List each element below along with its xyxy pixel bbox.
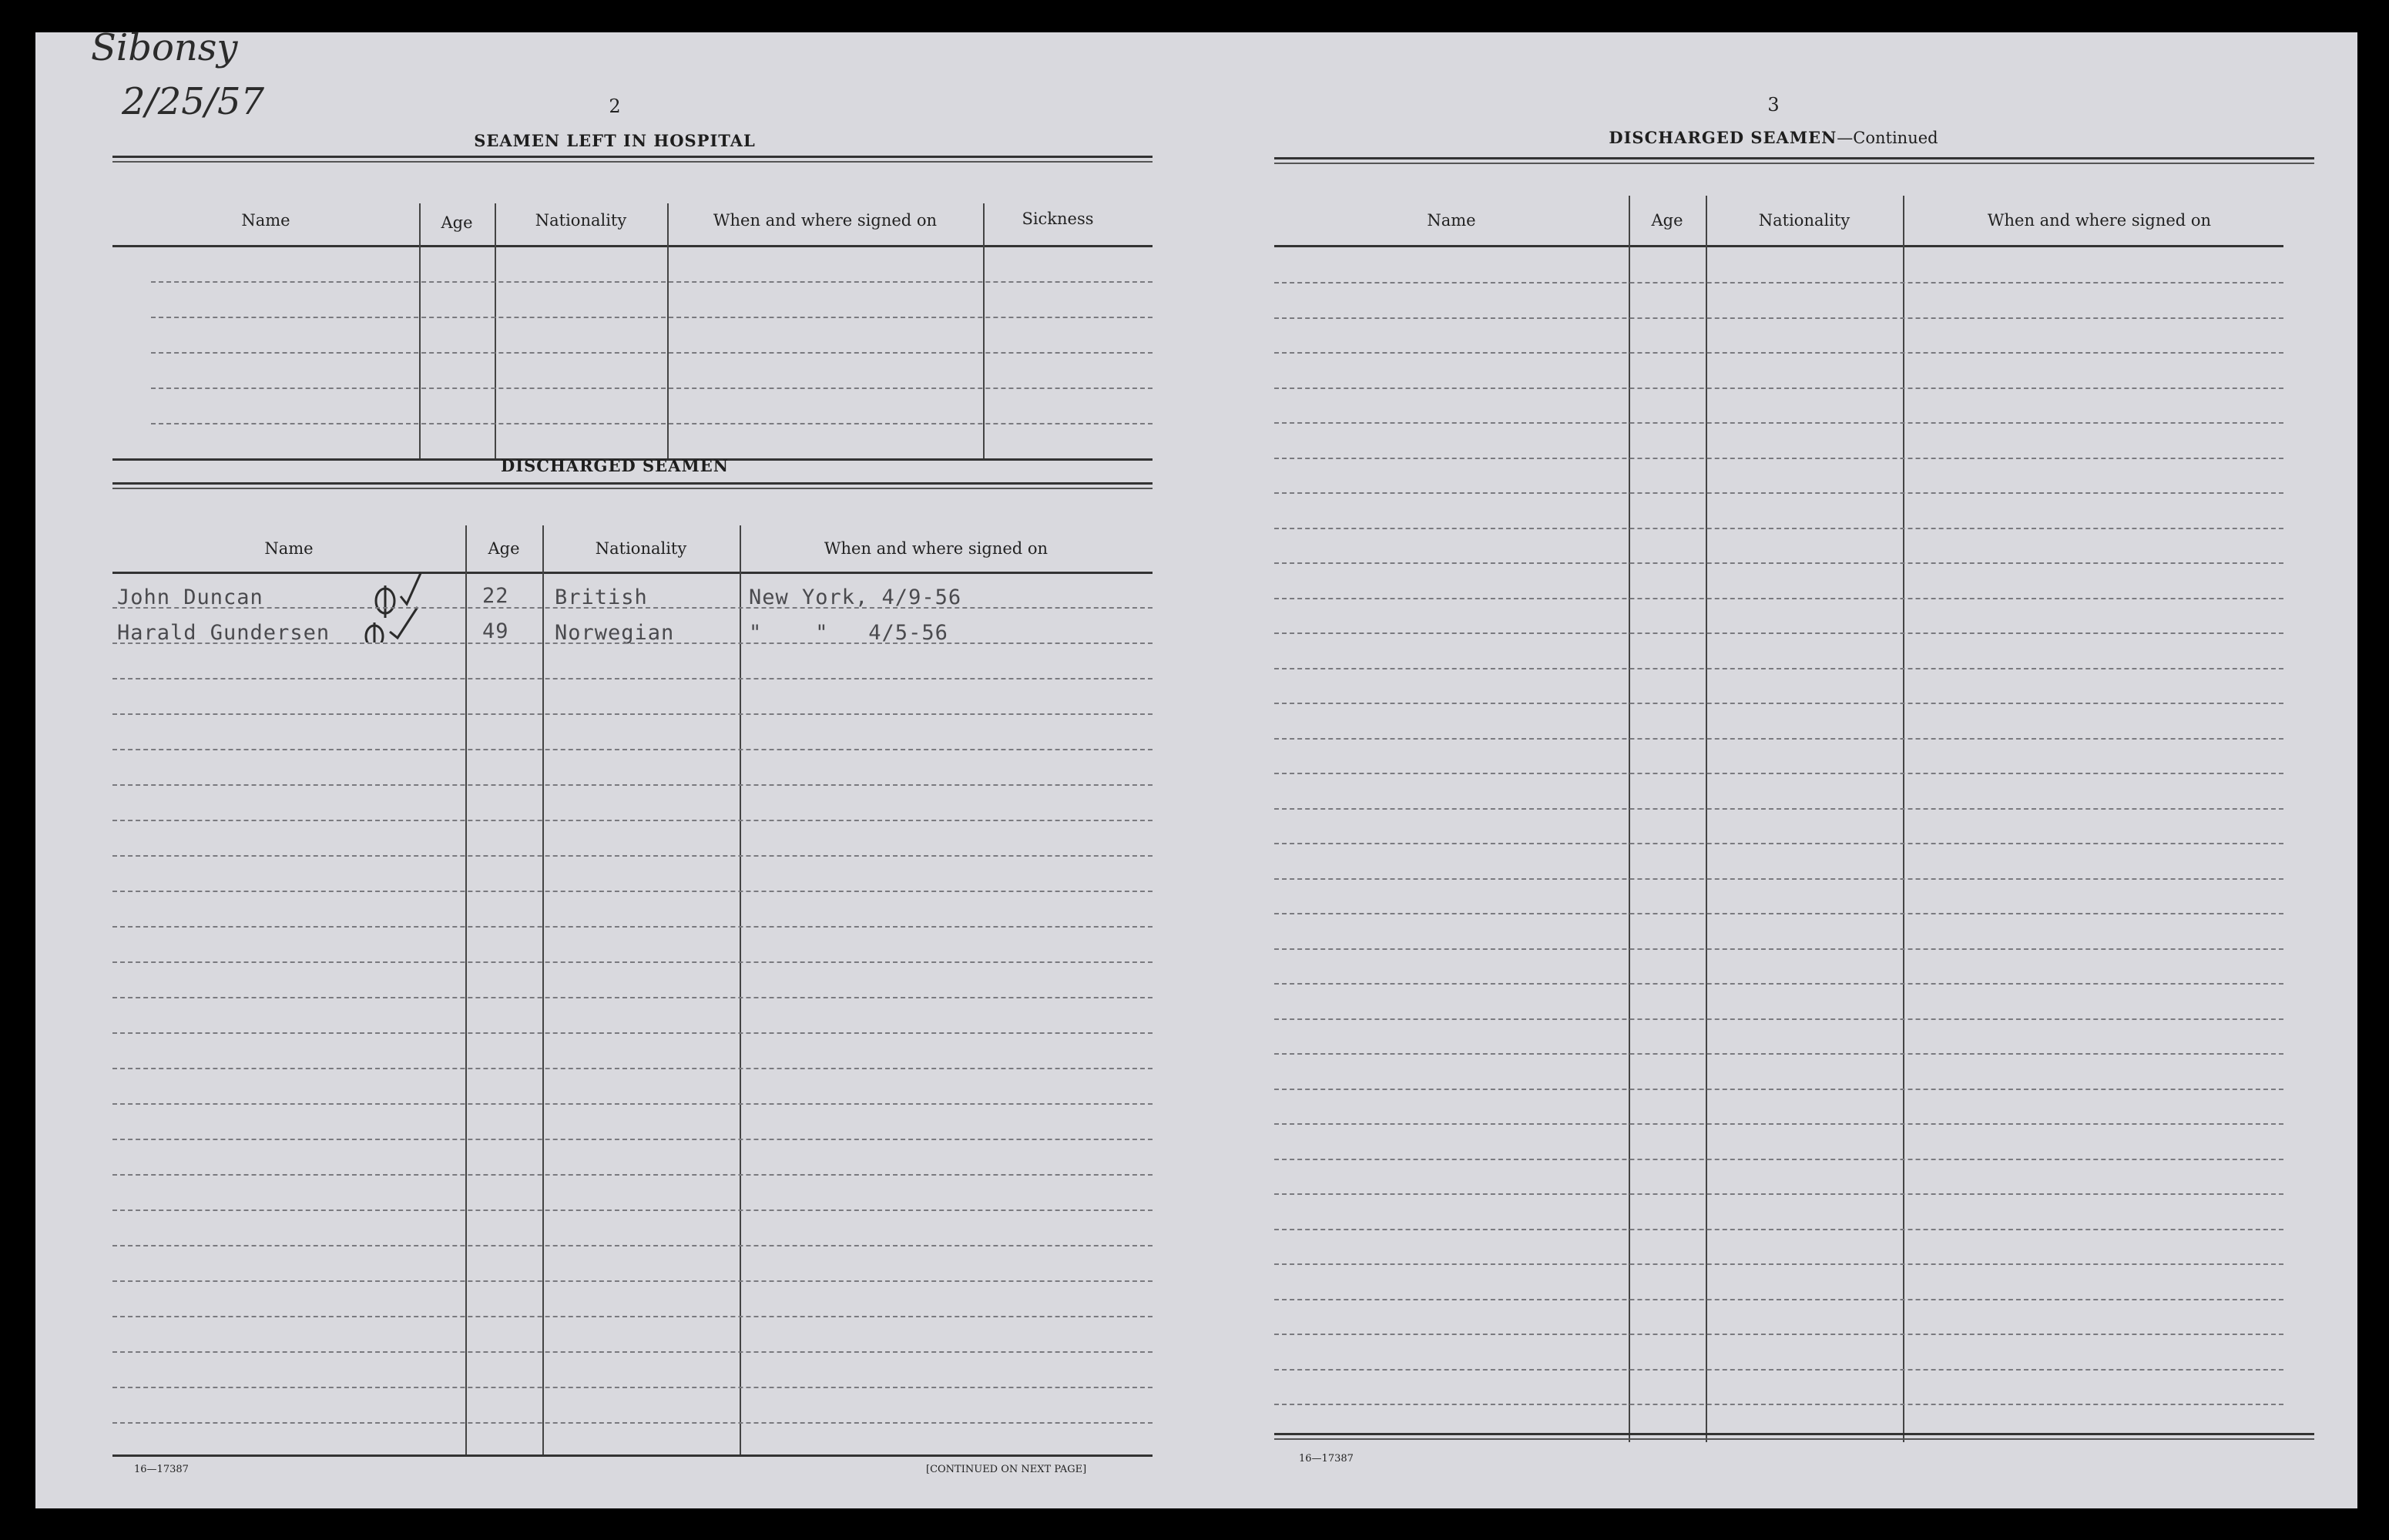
table-row-line	[1274, 878, 2283, 880]
table-row-line	[1274, 913, 2283, 914]
handwritten-note-date: 2/25/57	[122, 80, 265, 123]
table-row-line	[112, 1174, 1153, 1176]
table-row-line	[1274, 1159, 2283, 1160]
hospital-col-divider	[983, 203, 985, 461]
table-row-line	[112, 820, 1153, 821]
table-row-line	[1274, 1404, 2283, 1405]
table-row-line	[1274, 352, 2283, 354]
discharged-header-rule	[112, 572, 1153, 574]
right-header-rule	[1274, 245, 2283, 247]
table-row-line	[112, 713, 1153, 715]
hospital-col-divider	[667, 203, 669, 461]
handwritten-check-marks	[364, 558, 448, 643]
table-row-line	[1274, 1018, 2283, 1020]
right-col-divider	[1903, 196, 1904, 1442]
table-row-line	[112, 1245, 1153, 1246]
table-row-line	[112, 997, 1153, 998]
table-row-line	[1274, 1193, 2283, 1195]
right-col-age: Age	[1651, 211, 1683, 230]
seaman-age: 49	[482, 619, 509, 643]
table-row-line	[112, 1387, 1153, 1388]
left-page-number: 2	[609, 96, 621, 117]
continued-note: [CONTINUED ON NEXT PAGE]	[926, 1464, 1087, 1475]
table-row-line	[112, 1210, 1153, 1211]
table-row-line	[112, 1422, 1153, 1424]
right-col-divider	[1629, 196, 1630, 1442]
seaman-signed-on: " " 4/5-56	[749, 621, 948, 645]
table-row-line	[112, 1068, 1153, 1069]
right-col-signed-on: When and where signed on	[1987, 211, 2212, 230]
table-row-line	[112, 678, 1153, 679]
table-row-line	[1274, 1334, 2283, 1335]
right-section-title: DISCHARGED SEAMEN—Continued	[1609, 128, 1938, 147]
table-row-line	[112, 1316, 1153, 1317]
discharged-col-name: Name	[264, 539, 314, 558]
table-row-line	[112, 1103, 1153, 1105]
right-table-top-rule	[1274, 157, 2314, 164]
table-row-line	[112, 643, 1153, 644]
table-row-line	[1274, 1299, 2283, 1300]
hospital-col-signed-on: When and where signed on	[713, 211, 938, 230]
table-row-line	[112, 749, 1153, 750]
hospital-col-name: Name	[241, 211, 290, 230]
hospital-col-sickness: Sickness	[1022, 210, 1094, 228]
document-page	[35, 26, 2357, 1508]
hospital-col-age: Age	[441, 213, 473, 232]
hospital-row-line	[151, 423, 1153, 424]
seaman-name: Harald Gundersen	[117, 621, 331, 645]
hospital-col-nationality: Nationality	[535, 211, 627, 230]
table-row-line	[112, 607, 1153, 609]
table-row-line	[1274, 1263, 2283, 1265]
discharged-col-age: Age	[488, 539, 520, 558]
seaman-nationality: British	[555, 585, 648, 609]
table-row-line	[112, 961, 1153, 963]
table-row-line	[1274, 983, 2283, 985]
seaman-age: 22	[482, 584, 509, 608]
right-col-divider	[1706, 196, 1707, 1442]
table-row-line	[1274, 317, 2283, 319]
right-col-nationality: Nationality	[1758, 211, 1850, 230]
table-row-line	[1274, 1229, 2283, 1230]
hospital-row-line	[151, 352, 1153, 354]
table-row-line	[1274, 773, 2283, 774]
table-row-line	[1274, 1123, 2283, 1125]
table-row-line	[1274, 703, 2283, 704]
table-row-line	[1274, 948, 2283, 950]
hospital-row-line	[151, 281, 1153, 283]
table-row-line	[112, 784, 1153, 786]
table-row-line	[1274, 422, 2283, 424]
table-row-line	[1274, 843, 2283, 844]
table-row-line	[112, 891, 1153, 892]
seaman-nationality: Norwegian	[555, 621, 675, 645]
hospital-table-top-rule	[112, 156, 1153, 163]
table-row-line	[1274, 1053, 2283, 1055]
table-row-line	[112, 1139, 1153, 1140]
right-discharged-table	[1274, 157, 2314, 1444]
hospital-table	[112, 156, 1153, 464]
table-row-line	[1274, 562, 2283, 564]
discharged-col-nationality: Nationality	[595, 539, 687, 558]
table-row-line	[1274, 808, 2283, 810]
discharged-col-signed-on: When and where signed on	[824, 539, 1049, 558]
left-form-number: 16—17387	[134, 1464, 189, 1475]
hospital-section-title: SEAMEN LEFT IN HOSPITAL	[474, 131, 756, 150]
hospital-col-divider	[495, 203, 496, 461]
table-row-line	[1274, 458, 2283, 459]
right-bottom-rule	[1274, 1433, 2314, 1440]
seaman-signed-on: New York, 4/9-56	[749, 585, 962, 609]
right-form-number: 16—17387	[1299, 1453, 1354, 1465]
table-row-line	[1274, 528, 2283, 529]
table-row-line	[112, 855, 1153, 857]
table-row-line	[1274, 492, 2283, 494]
handwritten-note-ship: Sibonsy	[91, 26, 238, 69]
hospital-header-rule	[112, 245, 1153, 247]
table-row-line	[1274, 668, 2283, 669]
discharged-table-top-rule	[112, 482, 1153, 489]
hospital-row-line	[151, 317, 1153, 318]
table-row-line	[1274, 632, 2283, 634]
table-row-line	[112, 1351, 1153, 1353]
discharged-section-title: DISCHARGED SEAMEN	[501, 456, 729, 475]
right-page-number: 3	[1767, 94, 1780, 116]
table-row-line	[112, 1032, 1153, 1034]
discharged-bottom-rule	[112, 1454, 1153, 1457]
table-row-line	[1274, 598, 2283, 599]
discharged-table	[112, 482, 1153, 1461]
table-row-line	[1274, 1369, 2283, 1371]
hospital-row-line	[151, 388, 1153, 389]
table-row-line	[112, 1280, 1153, 1282]
table-row-line	[1274, 388, 2283, 389]
hospital-col-divider	[419, 203, 421, 461]
table-row-line	[112, 926, 1153, 928]
table-row-line	[1274, 282, 2283, 284]
seaman-name: John Duncan	[117, 585, 263, 609]
table-row-line	[1274, 738, 2283, 740]
table-row-line	[1274, 1089, 2283, 1090]
right-col-name: Name	[1427, 211, 1476, 230]
